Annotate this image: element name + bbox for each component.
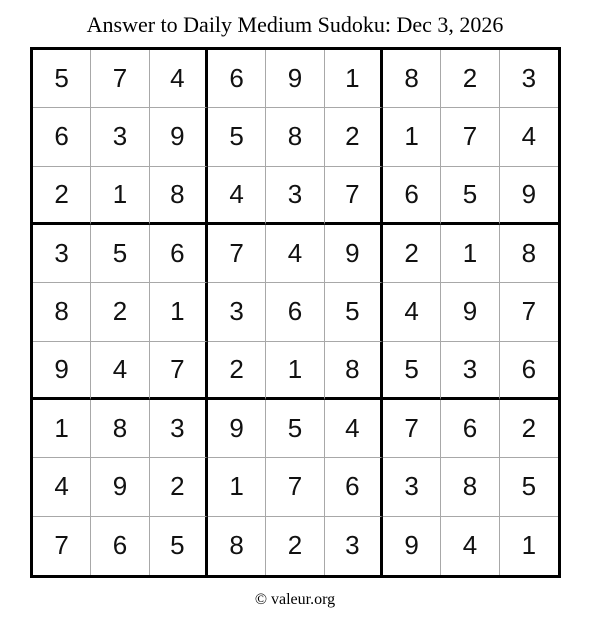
sudoku-cell: 2 — [150, 458, 208, 516]
sudoku-cell: 8 — [325, 342, 383, 400]
sudoku-cell: 7 — [150, 342, 208, 400]
sudoku-cell: 5 — [500, 458, 558, 516]
sudoku-cell: 5 — [266, 400, 324, 458]
sudoku-cell: 7 — [383, 400, 441, 458]
sudoku-cell: 2 — [91, 283, 149, 341]
sudoku-cell: 4 — [500, 108, 558, 166]
sudoku-cell: 9 — [441, 283, 499, 341]
sudoku-cell: 5 — [325, 283, 383, 341]
sudoku-cell: 9 — [500, 167, 558, 225]
sudoku-cell: 4 — [150, 50, 208, 108]
sudoku-cell: 3 — [325, 517, 383, 575]
sudoku-cell: 7 — [33, 517, 91, 575]
sudoku-cell: 9 — [208, 400, 266, 458]
sudoku-cell: 1 — [266, 342, 324, 400]
page-title: Answer to Daily Medium Sudoku: Dec 3, 2026 — [86, 12, 504, 37]
sudoku-cell: 6 — [150, 225, 208, 283]
sudoku-cell: 1 — [441, 225, 499, 283]
sudoku-cell: 4 — [91, 342, 149, 400]
sudoku-cell: 6 — [208, 50, 266, 108]
sudoku-cell: 4 — [383, 283, 441, 341]
sudoku-cell: 6 — [33, 108, 91, 166]
sudoku-cell: 2 — [325, 108, 383, 166]
sudoku-cell: 2 — [383, 225, 441, 283]
sudoku-cell: 5 — [150, 517, 208, 575]
sudoku-cell: 7 — [266, 458, 324, 516]
sudoku-cell: 6 — [266, 283, 324, 341]
sudoku-cell: 3 — [208, 283, 266, 341]
sudoku-cell: 1 — [91, 167, 149, 225]
sudoku-cell: 8 — [91, 400, 149, 458]
sudoku-cell: 4 — [266, 225, 324, 283]
sudoku-cell: 5 — [208, 108, 266, 166]
sudoku-cell: 3 — [383, 458, 441, 516]
sudoku-cell: 8 — [500, 225, 558, 283]
sudoku-cell: 3 — [266, 167, 324, 225]
sudoku-cell: 9 — [33, 342, 91, 400]
sudoku-board — [30, 47, 561, 578]
sudoku-cell: 7 — [441, 108, 499, 166]
sudoku-cell: 6 — [383, 167, 441, 225]
sudoku-cell: 2 — [208, 342, 266, 400]
sudoku-cell: 4 — [208, 167, 266, 225]
sudoku-cell: 8 — [441, 458, 499, 516]
sudoku-cell: 5 — [441, 167, 499, 225]
sudoku-cell: 1 — [383, 108, 441, 166]
sudoku-cell: 1 — [33, 400, 91, 458]
sudoku-cell: 3 — [441, 342, 499, 400]
sudoku-cell: 4 — [441, 517, 499, 575]
sudoku-cell: 7 — [208, 225, 266, 283]
sudoku-cell: 9 — [91, 458, 149, 516]
sudoku-cell: 2 — [266, 517, 324, 575]
sudoku-cell: 9 — [266, 50, 324, 108]
sudoku-cell: 1 — [150, 283, 208, 341]
sudoku-cell: 9 — [150, 108, 208, 166]
sudoku-cell: 5 — [91, 225, 149, 283]
sudoku-cell: 7 — [325, 167, 383, 225]
sudoku-cell: 7 — [91, 50, 149, 108]
sudoku-cell: 1 — [208, 458, 266, 516]
sudoku-cell: 3 — [150, 400, 208, 458]
sudoku-cell: 9 — [325, 225, 383, 283]
sudoku-cell: 8 — [150, 167, 208, 225]
sudoku-cell: 6 — [441, 400, 499, 458]
sudoku-cell: 6 — [325, 458, 383, 516]
copyright-footer: © valeur.org — [254, 591, 336, 608]
sudoku-cell: 1 — [325, 50, 383, 108]
sudoku-cell: 3 — [33, 225, 91, 283]
sudoku-cell: 4 — [325, 400, 383, 458]
sudoku-cell: 4 — [33, 458, 91, 516]
sudoku-cell: 5 — [383, 342, 441, 400]
sudoku-cell: 9 — [383, 517, 441, 575]
sudoku-cell: 7 — [500, 283, 558, 341]
sudoku-cell: 8 — [266, 108, 324, 166]
sudoku-cell: 6 — [91, 517, 149, 575]
sudoku-cell: 8 — [33, 283, 91, 341]
sudoku-cell: 8 — [383, 50, 441, 108]
sudoku-cell: 1 — [521, 530, 537, 561]
sudoku-cell: 2 — [33, 167, 91, 225]
sudoku-cell: 5 — [33, 50, 91, 108]
sudoku-cell: 2 — [441, 50, 499, 108]
sudoku-cell: 6 — [500, 342, 558, 400]
sudoku-cell: 3 — [500, 50, 558, 108]
sudoku-cell: 8 — [208, 517, 266, 575]
sudoku-cell: 2 — [500, 400, 558, 458]
sudoku-cell: 3 — [91, 108, 149, 166]
